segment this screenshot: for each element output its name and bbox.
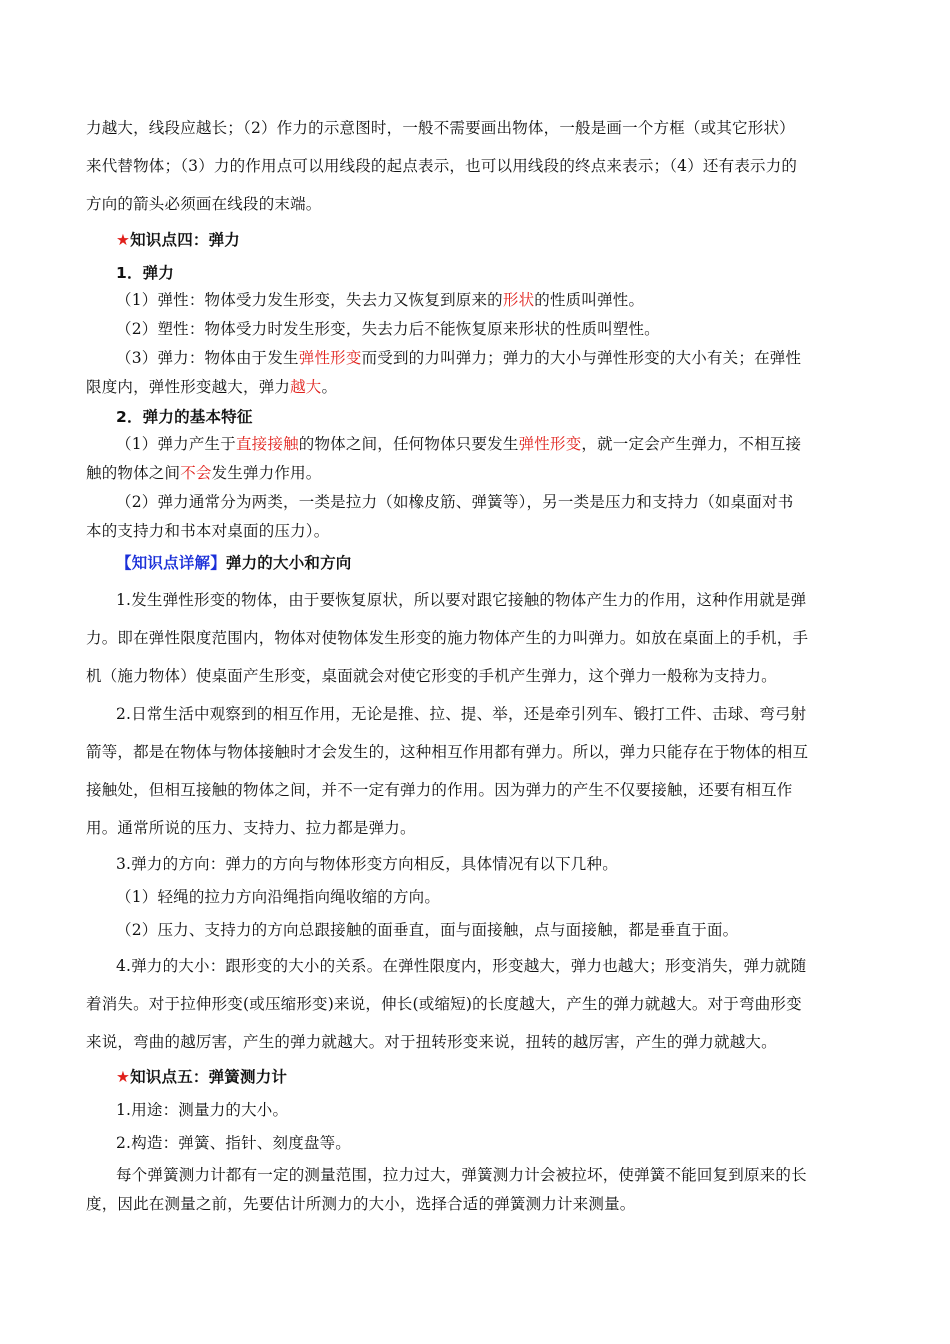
paragraph-line: 度，因此在测量之前，先要估计所测力的大小，选择合适的弹簧测力计来测量。 (86, 1195, 636, 1213)
paragraph-line: 本的支持力和书本对桌面的压力）。 (86, 522, 330, 540)
star-icon: ★ (116, 231, 131, 249)
detail-heading: 【知识点详解】弹力的大小和方向 (116, 554, 352, 572)
highlight-text: 弹性形变 (518, 435, 582, 453)
paragraph-line: 2.构造：弹簧、指针、刻度盘等。 (116, 1134, 351, 1152)
highlight-text: 不会 (180, 464, 212, 482)
paragraph-line: （2）压力、支持力的方向总跟接触的面垂直，面与面接触，点与面接触，都是垂直于面。 (116, 921, 739, 939)
star-icon: ★ (116, 1068, 131, 1086)
paragraph-line: 箭等，都是在物体与物体接触时才会发生的，这种相互作用都有弹力。所以，弹力只能存在于物体的相互 (86, 743, 809, 761)
paragraph-line: （1）轻绳的拉力方向沿绳指向绳收缩的方向。 (116, 888, 441, 906)
paragraph-line: 方向的箭头必须画在线段的末端。 (86, 195, 322, 213)
paragraph-line: （2）塑性：物体受力时发生形变，失去力后不能恢复原来形状的性质叫塑性。 (116, 320, 660, 338)
subheading: 2．弹力的基本特征 (116, 408, 253, 426)
paragraph-line: （2）弹力通常分为两类，一类是拉力（如橡皮筋、弹簧等），另一类是压力和支持力（如桌面对书 (116, 493, 794, 511)
highlight-text: 弹性形变 (298, 349, 362, 367)
paragraph-line: 3.弹力的方向：弹力的方向与物体形变方向相反，具体情况有以下几种。 (116, 855, 618, 873)
highlight-text: 越大 (290, 378, 322, 396)
paragraph-line: 限度内，弹性形变越大，弹力越大。 (86, 378, 338, 396)
paragraph-line: （1）弹力产生于直接接触的物体之间，任何物体只要发生弹性形变，就一定会产生弹力，不相互接 (116, 435, 802, 453)
paragraph-line: 4.弹力的大小：跟形变的大小的关系。在弹性限度内，形变越大，弹力也越大；形变消失，弹力就随 (116, 957, 807, 975)
paragraph-line: 1.用途：测量力的大小。 (116, 1101, 289, 1119)
paragraph-line: 接触处，但相互接触的物体之间，并不一定有弹力的作用。因为弹力的产生不仅要接触，还要有相互作 (86, 781, 793, 799)
paragraph-line: （1）弹性：物体受力发生形变，失去力又恢复到原来的形状的性质叫弹性。 (116, 291, 645, 309)
subheading: 1．弹力 (116, 264, 175, 282)
paragraph-line: （3）弹力：物体由于发生弹性形变而受到的力叫弹力；弹力的大小与弹性形变的大小有关；在弹性 (116, 349, 802, 367)
highlight-text: 直接接触 (235, 435, 299, 453)
section-heading-k5: ★知识点五：弹簧测力计 (116, 1068, 288, 1086)
section-heading-k4: ★知识点四：弹力 (116, 231, 241, 249)
paragraph-line: 力。即在弹性限度范围内，物体对使物体发生形变的施力物体产生的力叫弹力。如放在桌面上的手机，手 (86, 629, 809, 647)
highlight-text: 形状 (502, 291, 535, 309)
paragraph-line: 触的物体之间不会发生弹力作用。 (86, 464, 322, 482)
detail-tag: 【知识点详解】 (116, 554, 226, 572)
paragraph-line: 力越大，线段应越长；（2）作力的示意图时，一般不需要画出物体，一般是画一个方框（或其它形状） (86, 119, 795, 137)
paragraph-line: 着消失。对于拉伸形变(或压缩形变)来说，伸长(或缩短)的长度越大，产生的弹力就越大。对于弯曲形变 (86, 995, 802, 1013)
paragraph-line: 机（施力物体）使桌面产生形变，桌面就会对使它形变的手机产生弹力，这个弹力一般称为支持力。 (86, 667, 777, 685)
paragraph-line: 1.发生弹性形变的物体，由于要恢复原状，所以要对跟它接触的物体产生力的作用，这种作用就是弹 (116, 591, 807, 609)
paragraph-line: 来代替物体；（3）力的作用点可以用线段的起点表示，也可以用线段的终点来表示；（4）还有表示力的 (86, 157, 798, 175)
paragraph-line: 用。通常所说的压力、支持力、拉力都是弹力。 (86, 819, 416, 837)
paragraph-line: 来说，弯曲的越厉害，产生的弹力就越大。对于扭转形变来说，扭转的越厉害，产生的弹力就越大。 (86, 1033, 777, 1051)
paragraph-line: 2.日常生活中观察到的相互作用，无论是推、拉、提、举，还是牵引列车、锻打工件、击球、弯弓射 (116, 705, 807, 723)
paragraph-line: 每个弹簧测力计都有一定的测量范围，拉力过大，弹簧测力计会被拉坏，使弹簧不能回复到原来的长 (116, 1166, 807, 1184)
